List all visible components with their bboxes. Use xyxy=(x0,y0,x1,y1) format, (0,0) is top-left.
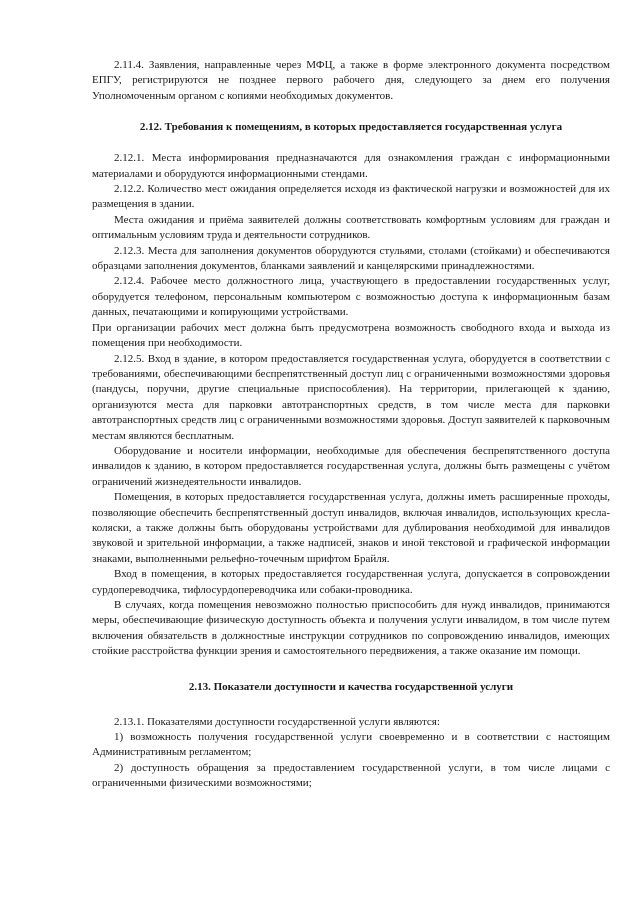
paragraph-rooms: Помещения, в которых предоставляется государственная услуга, должны иметь расширенные проходы, позволяющие обеспечить беспрепятственный доступ инвалидов, включая инвалидов, использующих кресла-коляски, а также должны быть оборудованы устройствами для дублирования необходимой для инвалидов звуковой и зрительной информации, а также надписей, знаков и иной текстовой и графической информации знаками, выполненными рельефно-точечным шрифтом Брайля. xyxy=(92,491,610,565)
paragraph-entry: Вход в помещения, в которых предоставляется государственная услуга, допускается в сопровождении сурдопереводчика, тифлосурдопереводчика или собаки-проводника. xyxy=(92,568,610,596)
paragraph-cases: В случаях, когда помещения невозможно полностью приспособить для нужд инвалидов, принимаются меры, обеспечивающие физическую доступность объекта и получения услуги инвалидом, в том числе путем включения обязательств в должностные инструкции сотрудников по сопровождению инвалидов, имеющих стойкие расстройства функции зрения и самостоятельного передвижения, а также оказание им помощи. xyxy=(92,599,610,658)
paragraph-2-13-1: 2.13.1. Показателями доступности государственной услуги являются: xyxy=(114,715,440,728)
paragraph-2-12-2: 2.12.2. Количество мест ожидания определяется исходя из фактической нагрузки и возможностей для их размещения в здании. xyxy=(92,183,610,211)
paragraph-2-12-4: 2.12.4. Рабочее место должностного лица, участвующего в предоставлении государственных услуг, оборудуется телефоном, персональным компьютером с возможностью доступа к информационным базам данных, печатающими и копирующими устройствами. xyxy=(92,275,610,319)
paragraph-waiting-places: Места ожидания и приёма заявителей должны соответствовать комфортным условиям для граждан и оптимальным условиям труда и деятельности сотрудников. xyxy=(92,213,610,242)
paragraph-workplace-organization: При организации рабочих мест должна быть предусмотрена возможность свободного входа и выхода из помещения при необходимости. xyxy=(92,321,610,350)
paragraph-equipment: Оборудование и носители информации, необходимые для обеспечения беспрепятственного доступа инвалидов к зданию, в котором предоставляется государственная услуга, должны быть размещены с учётом ограничений жизнедеятельности инвалидов. xyxy=(92,444,610,488)
paragraph-2-12-1: 2.12.1. Места информирования предназначаются для ознакомления граждан с информационными материалами и оборудуются информационными стендами. xyxy=(92,152,610,180)
paragraph-2-11-4: 2.11.4. Заявления, направленные через МФЦ, а также в форме электронного документа посредством ЕПГУ, регистрируются не позднее первого рабочего дня, следующего за днем его получения Уполномоченным органом с копиями необходимых документов. xyxy=(92,59,610,102)
list-item-1: 1) возможность получения государственной услуги своевременно и в соответствии с настоящим Административным регламентом; xyxy=(92,731,610,759)
list-item-2: 2) доступность обращения за предоставлением государственной услуги, в том числе лицами с ограниченными физическими возможностями; xyxy=(92,761,610,790)
section-heading-2-13: 2.13. Показатели доступности и качества государственной услуги xyxy=(188,680,514,693)
paragraph-2-12-3: 2.12.3. Места для заполнения документов оборудуются стульями, столами (стойками) и обеспечиваются образцами заполнения документов, бланками заявлений и канцелярскими принадлежностями. xyxy=(92,244,610,273)
paragraph-2-12-5: 2.12.5. Вход в здание, в котором предоставляется государственная услуга, оборудуется в соответствии с требованиями, обеспечивающими беспрепятственный доступ лиц с ограниченными возможностями здоровья (пандусы, поручни, другие специальные приспособления). На территории, прилегающей к зданию, организуются места для парковки автотранспортных средств, в том числе места для парковки автотранспортных средств лиц с ограниченными возможностями здоровья. Доступ заявителей к парковочным местам являются бесплатным. xyxy=(92,352,610,442)
section-heading-2-12: 2.12. Требования к помещениям, в которых предоставляется государственная услуга xyxy=(139,121,563,134)
